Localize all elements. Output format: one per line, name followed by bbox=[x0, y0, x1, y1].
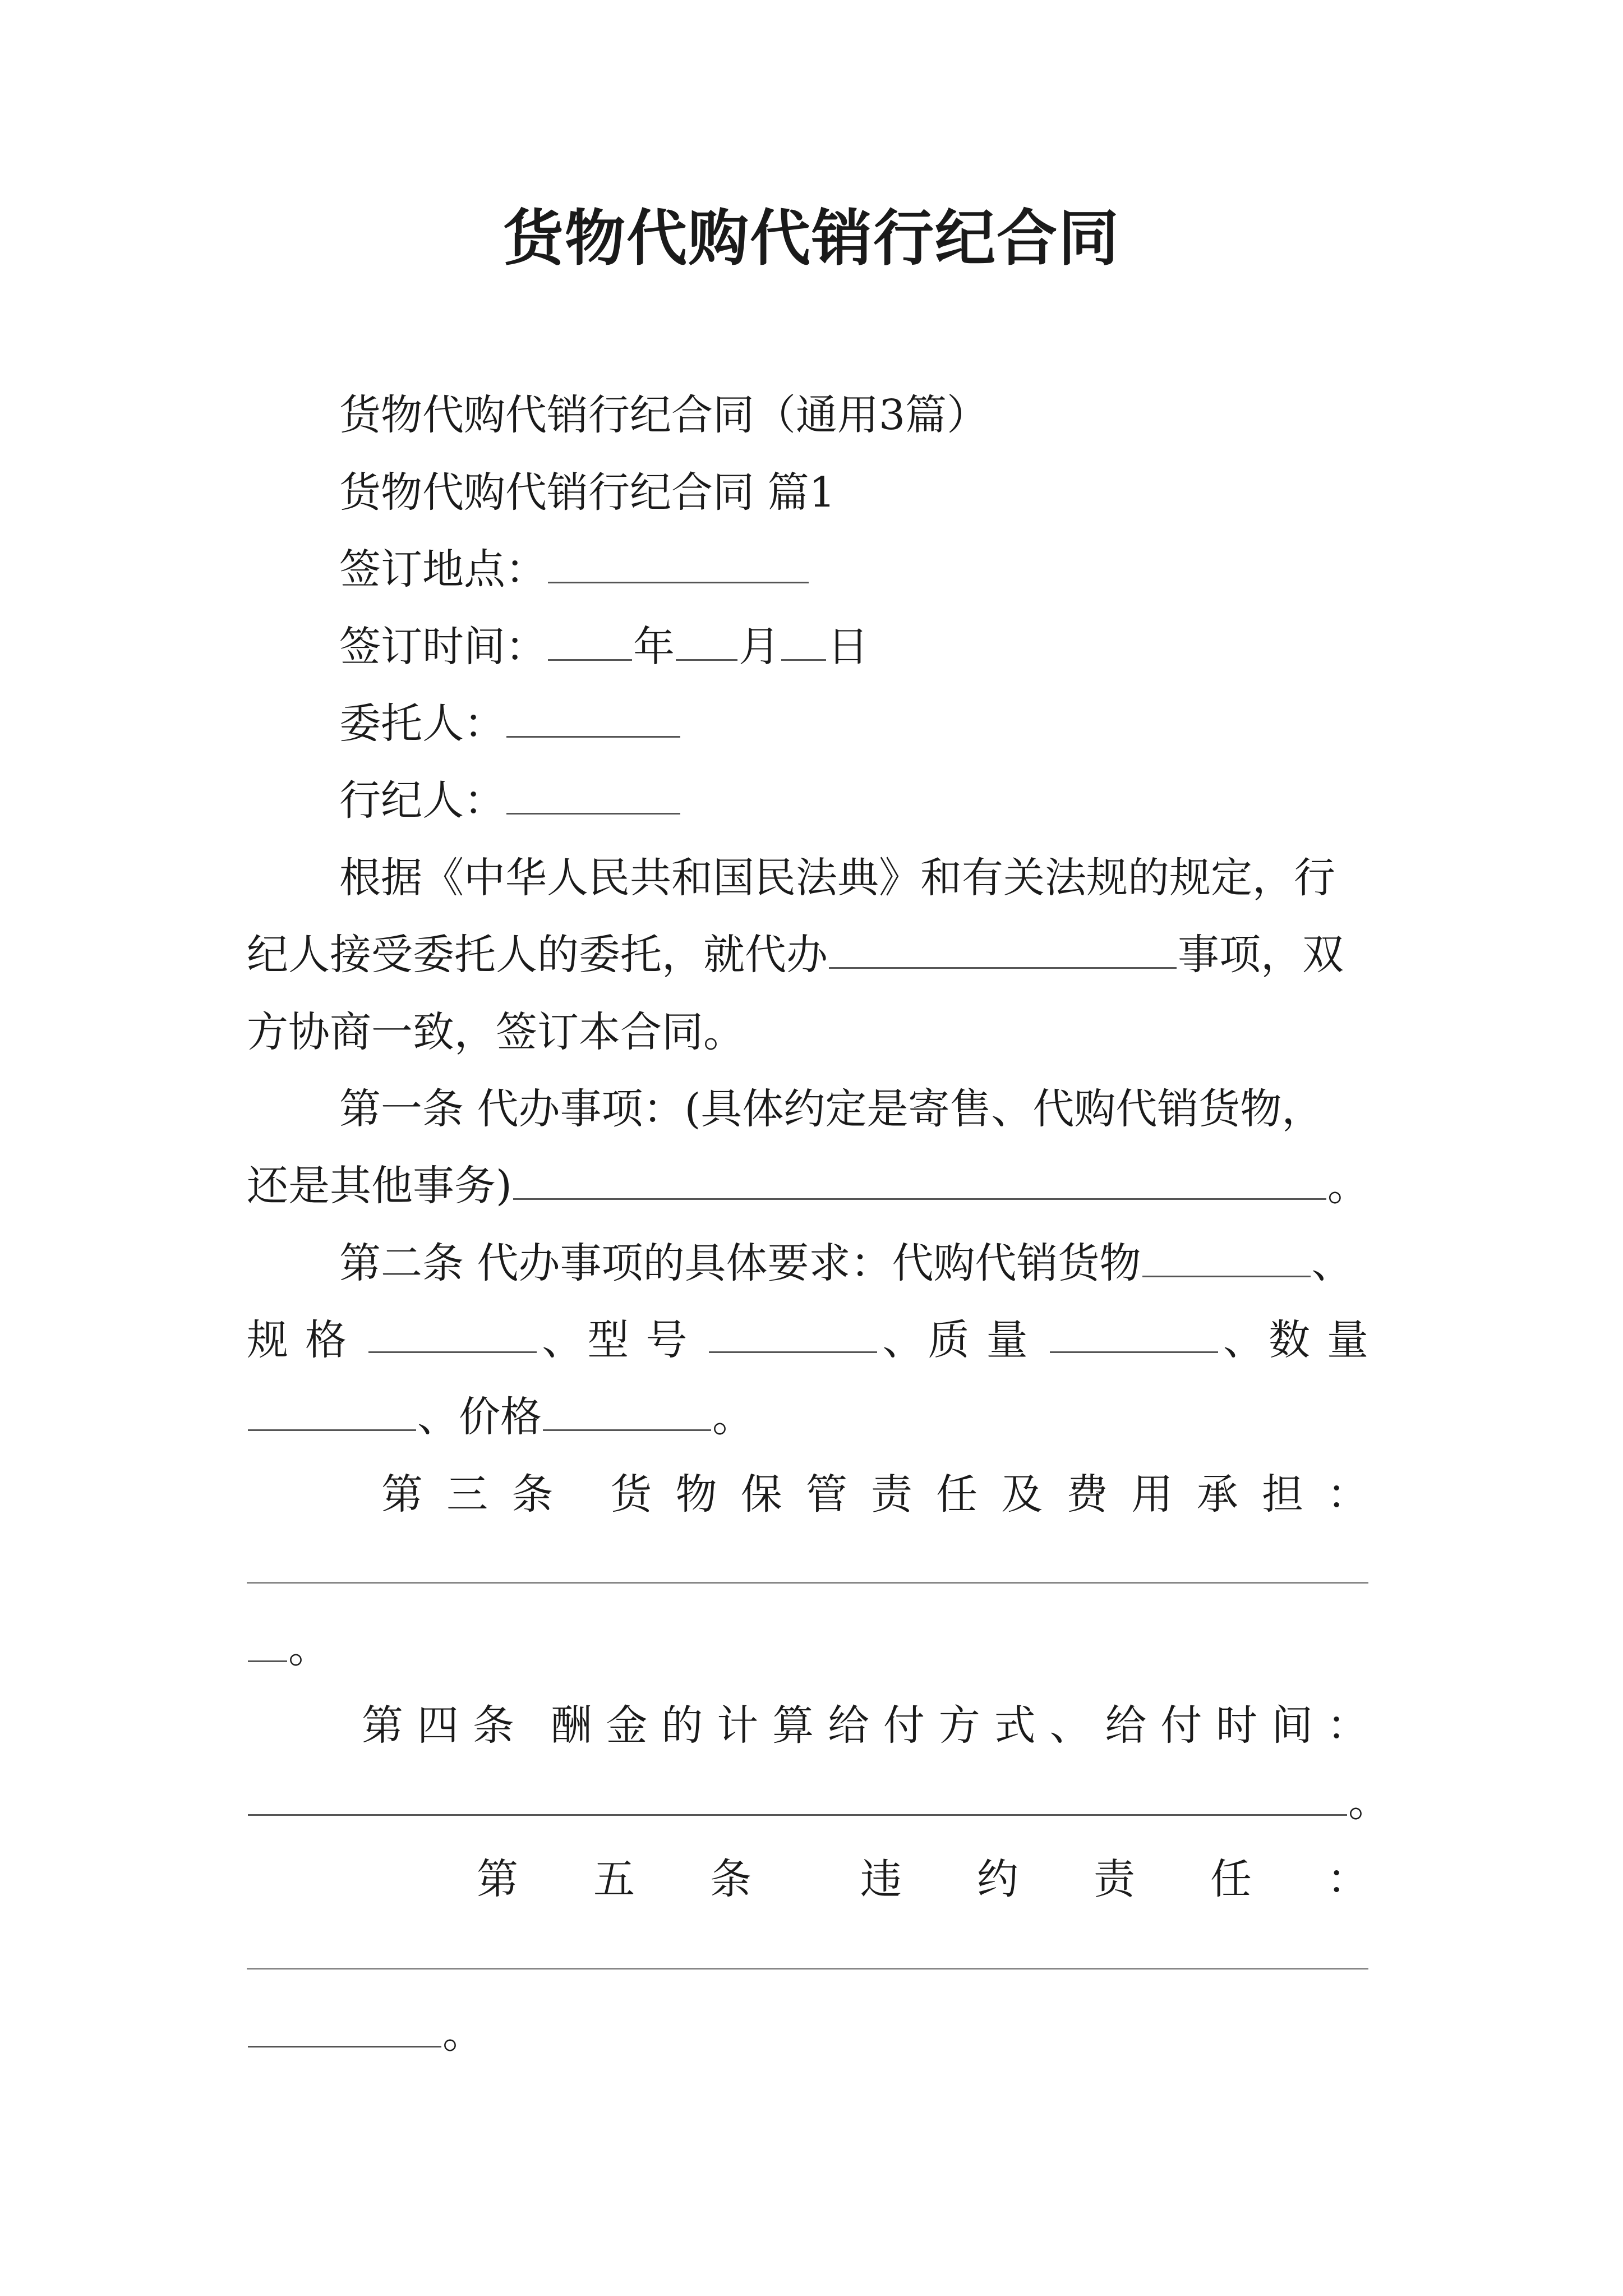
a4-c1: 四 bbox=[417, 1701, 459, 1750]
section-heading: 货物代购代销行纪合同 篇1 bbox=[339, 468, 836, 517]
article3-end: 。 bbox=[288, 1624, 330, 1672]
a5-c7: ： bbox=[1327, 1855, 1368, 1903]
matter-blank bbox=[829, 928, 1177, 969]
quantity-blank bbox=[248, 1390, 416, 1431]
a5-c0: 第 bbox=[477, 1855, 518, 1903]
month-blank bbox=[676, 620, 737, 661]
a3-c9: 及 bbox=[1001, 1470, 1043, 1519]
signing-time-line bbox=[339, 619, 869, 675]
signing-place-line bbox=[339, 541, 810, 597]
preamble-line-3: 方协商一致，签订本合同。 bbox=[247, 1008, 745, 1056]
article4-end: 。 bbox=[1348, 1778, 1390, 1826]
article3-heading bbox=[381, 1466, 1368, 1522]
day-blank bbox=[781, 620, 826, 661]
article4-line-2 bbox=[247, 1774, 1390, 1830]
model-blank bbox=[709, 1312, 877, 1353]
a3-c4: 物 bbox=[675, 1470, 717, 1519]
goods-blank bbox=[1142, 1236, 1311, 1277]
sep-4: 、 bbox=[417, 1393, 459, 1441]
broker-label: 行纪人： bbox=[339, 776, 505, 825]
a5-c4: 约 bbox=[977, 1855, 1018, 1903]
article1-line-1: 第一条 代办事项：(具体约定是寄售、代购代销货物， bbox=[339, 1085, 1324, 1133]
a3-c0: 第 bbox=[381, 1470, 423, 1519]
a4-c14: 付 bbox=[1160, 1701, 1202, 1750]
spec-label: 规格 bbox=[247, 1316, 363, 1364]
a4-c2: 条 bbox=[472, 1701, 514, 1750]
a4-c10: 方 bbox=[938, 1701, 980, 1750]
a4-c7: 算 bbox=[772, 1701, 814, 1750]
article4-heading bbox=[362, 1697, 1368, 1754]
subtitle: 货物代购代销行纪合同（通用3篇） bbox=[339, 391, 989, 439]
preamble-text-b: 事项，双 bbox=[1178, 931, 1344, 979]
a4-c13: 给 bbox=[1105, 1701, 1147, 1750]
article1-text: 还是其他事务) bbox=[247, 1162, 512, 1210]
broker-line bbox=[339, 772, 681, 829]
a5-c3: 违 bbox=[860, 1855, 902, 1903]
sep-2: 、 bbox=[882, 1316, 924, 1364]
a4-c8: 给 bbox=[828, 1701, 869, 1750]
a4-c16: 间 bbox=[1271, 1701, 1313, 1750]
principal-blank bbox=[506, 697, 680, 738]
a3-c3: 货 bbox=[610, 1470, 652, 1519]
article4-blank bbox=[248, 1775, 1347, 1816]
article1-line-2 bbox=[247, 1158, 1369, 1214]
article2-comma: 、 bbox=[1311, 1239, 1353, 1287]
article2-text: 第二条 代办事项的具体要求：代购代销货物 bbox=[339, 1239, 1141, 1287]
article2-line-2 bbox=[247, 1312, 1385, 1368]
quantity-label: 数量 bbox=[1268, 1316, 1385, 1364]
broker-blank bbox=[506, 774, 680, 815]
preamble-line-2 bbox=[247, 927, 1344, 983]
a4-c4: 金 bbox=[606, 1701, 648, 1750]
article2-line-1 bbox=[339, 1235, 1353, 1291]
article5-blank-tail bbox=[248, 2007, 441, 2047]
a4-c5: 的 bbox=[661, 1701, 703, 1750]
a4-c9: 付 bbox=[883, 1701, 925, 1750]
preamble-line-1: 根据《中华人民共和国民法典》和有关法规的规定，行 bbox=[339, 854, 1335, 902]
a3-c1: 三 bbox=[446, 1470, 488, 1519]
price-label: 价格 bbox=[459, 1393, 542, 1441]
article3-blank-rule bbox=[247, 1582, 1368, 1584]
preamble-text-a: 纪人接受委托人的委托，就代办 bbox=[247, 931, 828, 979]
signing-place-label: 签订地点： bbox=[339, 545, 547, 593]
a4-c3: 酬 bbox=[550, 1701, 592, 1750]
day-label: 日 bbox=[827, 623, 869, 671]
a5-c5: 责 bbox=[1094, 1855, 1135, 1903]
article5-blank-rule bbox=[247, 1968, 1368, 1970]
a3-c6: 管 bbox=[805, 1470, 847, 1519]
article5-end: 。 bbox=[442, 2009, 484, 2058]
price-blank bbox=[543, 1390, 711, 1431]
a5-c2: 条 bbox=[710, 1855, 751, 1903]
signing-place-blank bbox=[548, 542, 809, 583]
quality-label: 质量 bbox=[928, 1316, 1045, 1364]
a4-c17: ： bbox=[1326, 1701, 1368, 1750]
a3-c13: 担 bbox=[1261, 1470, 1303, 1519]
a3-c2: 条 bbox=[511, 1470, 554, 1519]
article1-end: 。 bbox=[1327, 1162, 1369, 1210]
principal-label: 委托人： bbox=[339, 700, 505, 748]
model-label: 型号 bbox=[587, 1316, 704, 1364]
article3-line-3 bbox=[247, 1620, 330, 1676]
article2-line-3 bbox=[247, 1389, 754, 1445]
year-label: 年 bbox=[633, 623, 675, 671]
quality-blank bbox=[1050, 1312, 1218, 1353]
a3-c8: 任 bbox=[936, 1470, 978, 1519]
a5-c1: 五 bbox=[593, 1855, 635, 1903]
article1-blank bbox=[513, 1159, 1326, 1200]
article3-blank-tail bbox=[248, 1621, 287, 1662]
signing-time-label: 签订时间： bbox=[339, 623, 547, 671]
a4-c15: 时 bbox=[1216, 1701, 1258, 1750]
spec-blank bbox=[368, 1312, 537, 1353]
a3-c10: 费 bbox=[1066, 1470, 1108, 1519]
sep-1: 、 bbox=[542, 1316, 584, 1364]
a4-c12: 、 bbox=[1049, 1701, 1091, 1750]
a4-c0: 第 bbox=[362, 1701, 403, 1750]
month-label: 月 bbox=[739, 623, 780, 671]
a5-c6: 任 bbox=[1210, 1855, 1252, 1903]
principal-line bbox=[339, 696, 681, 752]
a3-c14: ： bbox=[1326, 1470, 1368, 1519]
year-blank bbox=[548, 620, 632, 661]
a3-c5: 保 bbox=[740, 1470, 782, 1519]
a4-c11: 式 bbox=[994, 1701, 1036, 1750]
article5-line-3 bbox=[247, 2005, 484, 2062]
a4-c6: 计 bbox=[717, 1701, 759, 1750]
a3-c7: 责 bbox=[870, 1470, 912, 1519]
a3-c12: 承 bbox=[1196, 1470, 1238, 1519]
document-title: 货物代购代销行纪合同 bbox=[502, 203, 1120, 274]
a3-c11: 用 bbox=[1131, 1470, 1173, 1519]
article2-end: 。 bbox=[712, 1393, 754, 1441]
article5-heading bbox=[477, 1851, 1368, 1907]
sep-3: 、 bbox=[1223, 1316, 1265, 1364]
